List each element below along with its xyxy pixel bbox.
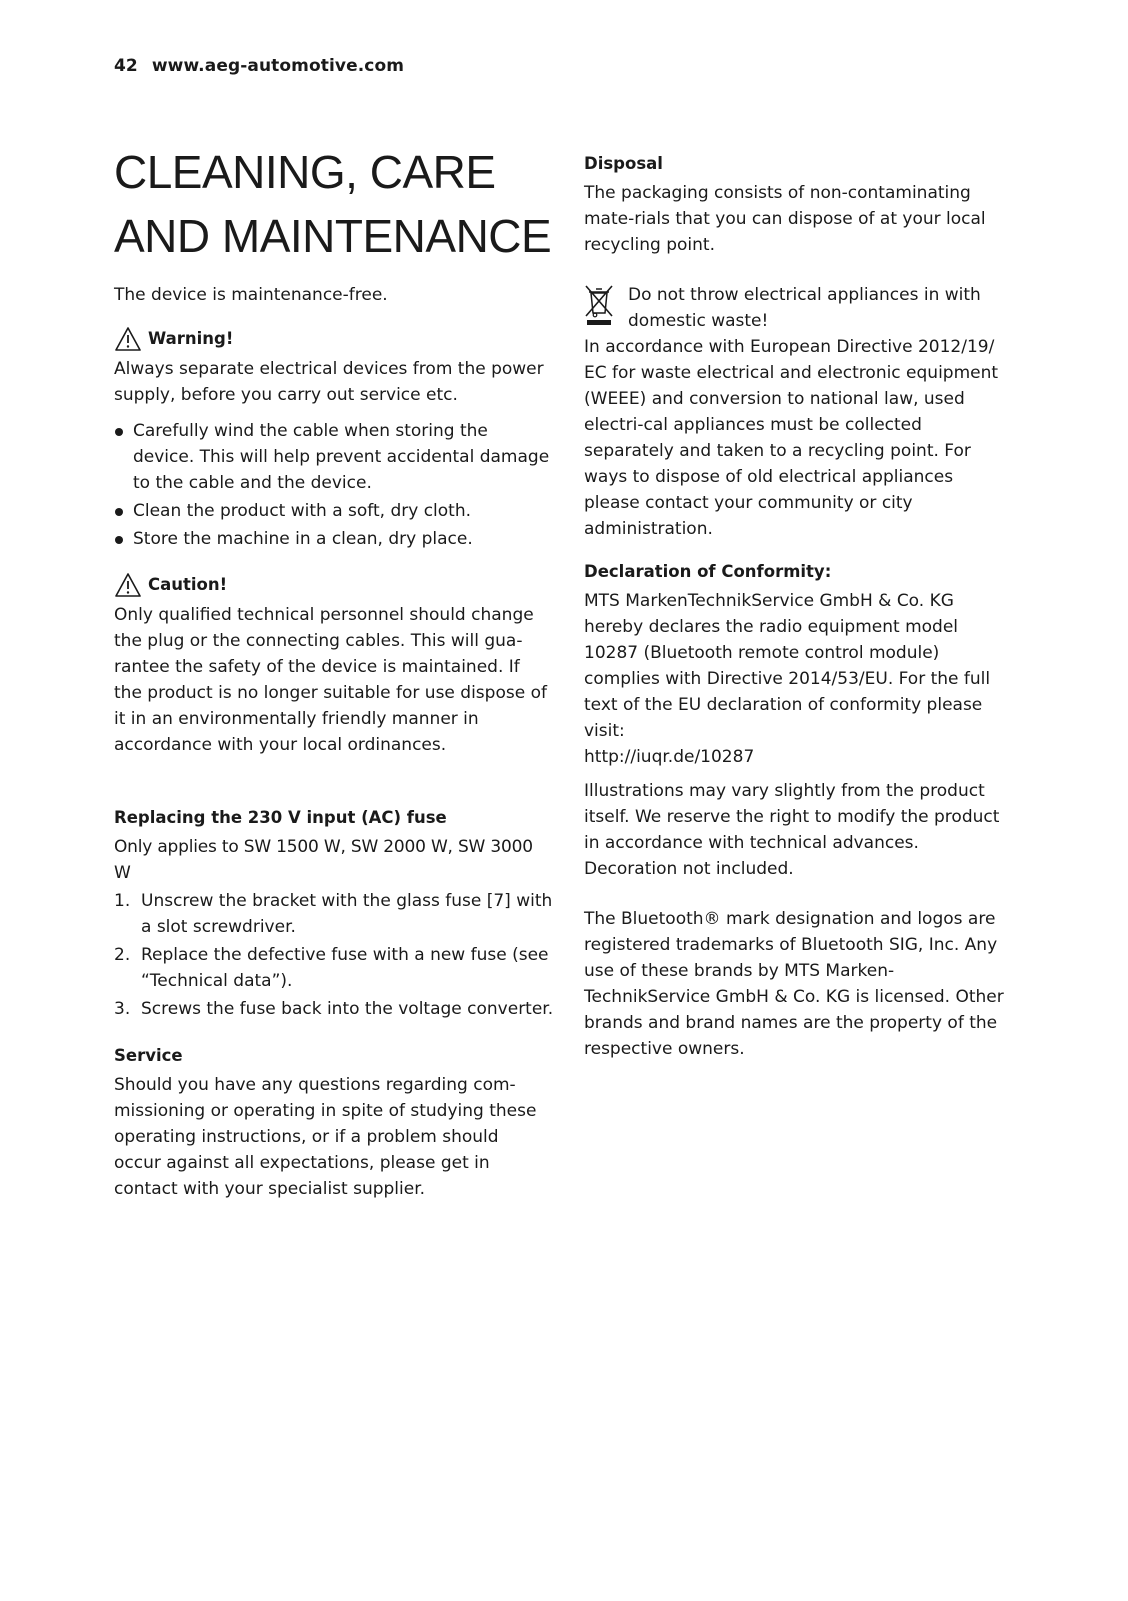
fuse-section bbox=[114, 806, 554, 1024]
service-heading: Service bbox=[114, 1046, 183, 1065]
warning-triangle-icon bbox=[114, 572, 142, 598]
warning-label: Warning! bbox=[148, 329, 234, 348]
conformity-heading: Declaration of Conformity: bbox=[584, 562, 832, 581]
page-header bbox=[114, 56, 404, 76]
title-line-2: AND MAINTENANCE bbox=[114, 210, 552, 262]
warning-heading bbox=[114, 326, 550, 352]
disposal-section bbox=[584, 152, 1014, 542]
weee-directive-text: In accordance with European Directive 2012/19/ EC for waste electrical and electronic equipment (WEEE) and conversion to national law, used electri-cal appliances must be collected separately and taken to a recycling point. For ways to dispose of old electrical appliances please contact your community or city administration. bbox=[584, 337, 999, 539]
step-number: 3. bbox=[114, 999, 131, 1019]
warning-section bbox=[114, 326, 550, 554]
disposal-text: The packaging consists of non-contaminating mate-rials that you can dispose of at your local recycling point. bbox=[584, 183, 986, 255]
conformity-text: MTS MarkenTechnikService GmbH & Co. KG hereby declares the radio equipment model 10287 (Bluetooth remote control module) complies with Directive 2014/53/EU. For the full text of the EU declaration of conformity please visit: bbox=[584, 591, 991, 741]
list-item: Clean the product with a soft, dry cloth. bbox=[114, 498, 550, 524]
step-text: Screws the fuse back into the voltage converter. bbox=[141, 999, 554, 1019]
warning-triangle-icon bbox=[114, 326, 142, 352]
caution-label: Caution! bbox=[148, 575, 228, 594]
page-number: 42 bbox=[114, 56, 138, 76]
list-item bbox=[114, 942, 554, 994]
warning-text: Always separate electrical devices from the power supply, before you carry out service etc. bbox=[114, 359, 544, 405]
intro-text: The device is maintenance-free. bbox=[114, 285, 388, 305]
page-title bbox=[114, 140, 574, 268]
step-text: Unscrew the bracket with the glass fuse [7] with a slot screwdriver. bbox=[141, 891, 553, 937]
fuse-heading: Replacing the 230 V input (AC) fuse bbox=[114, 808, 447, 827]
fuse-steps-list bbox=[114, 888, 554, 1022]
fuse-applies-text: Only applies to SW 1500 W, SW 2000 W, SW 3000 W bbox=[114, 837, 533, 883]
illustrations-notice: Illustrations may vary slightly from the product itself. We reserve the right to modify the product in accordance with technical advances. Decoration not included. bbox=[584, 781, 1000, 879]
conformity-section bbox=[584, 560, 1014, 770]
list-item: Store the machine in a clean, dry place. bbox=[114, 526, 550, 552]
caution-heading bbox=[114, 572, 550, 598]
weee-notice bbox=[584, 282, 1014, 334]
title-line-1: CLEANING, CARE bbox=[114, 146, 496, 198]
bluetooth-trademark-notice: The Bluetooth® mark designation and logos are registered trademarks of Bluetooth SIG, Inc. Any use of these brands by MTS Marken-TechnikService GmbH & Co. KG is licensed. Other brands and brand names are the property of the respective owners. bbox=[584, 909, 1004, 1059]
step-text: Replace the defective fuse with a new fuse (see “Technical data”). bbox=[141, 945, 549, 991]
caution-section bbox=[114, 572, 550, 758]
weee-note-text: Do not throw electrical appliances in with domestic waste! bbox=[628, 285, 981, 331]
caution-text: Only qualified technical personnel should change the plug or the connecting cables. This will gua-rantee the safety of the device is maintained. If the product is no longer suitable for use dispose of it in an environmentally friendly manner in accordance with your local ordinances. bbox=[114, 605, 547, 755]
service-section bbox=[114, 1044, 550, 1202]
website-link[interactable]: www.aeg-automotive.com bbox=[151, 56, 405, 76]
maintenance-bullet-list bbox=[114, 418, 550, 552]
list-item bbox=[114, 888, 554, 940]
list-item: Carefully wind the cable when storing the device. This will help prevent accidental damage to the cable and the device. bbox=[114, 418, 550, 496]
service-text: Should you have any questions regarding com-missioning or operating in spite of studying these operating instructions, or if a problem should occur against all expectations, please get in contact with your specialist supplier. bbox=[114, 1075, 537, 1199]
list-item bbox=[114, 996, 554, 1022]
step-number: 2. bbox=[114, 945, 131, 965]
conformity-url-link[interactable]: http://iuqr.de/10287 bbox=[584, 747, 755, 767]
crossed-out-wheelie-bin-icon bbox=[584, 284, 614, 326]
step-number: 1. bbox=[114, 891, 131, 911]
disposal-heading: Disposal bbox=[584, 154, 663, 173]
